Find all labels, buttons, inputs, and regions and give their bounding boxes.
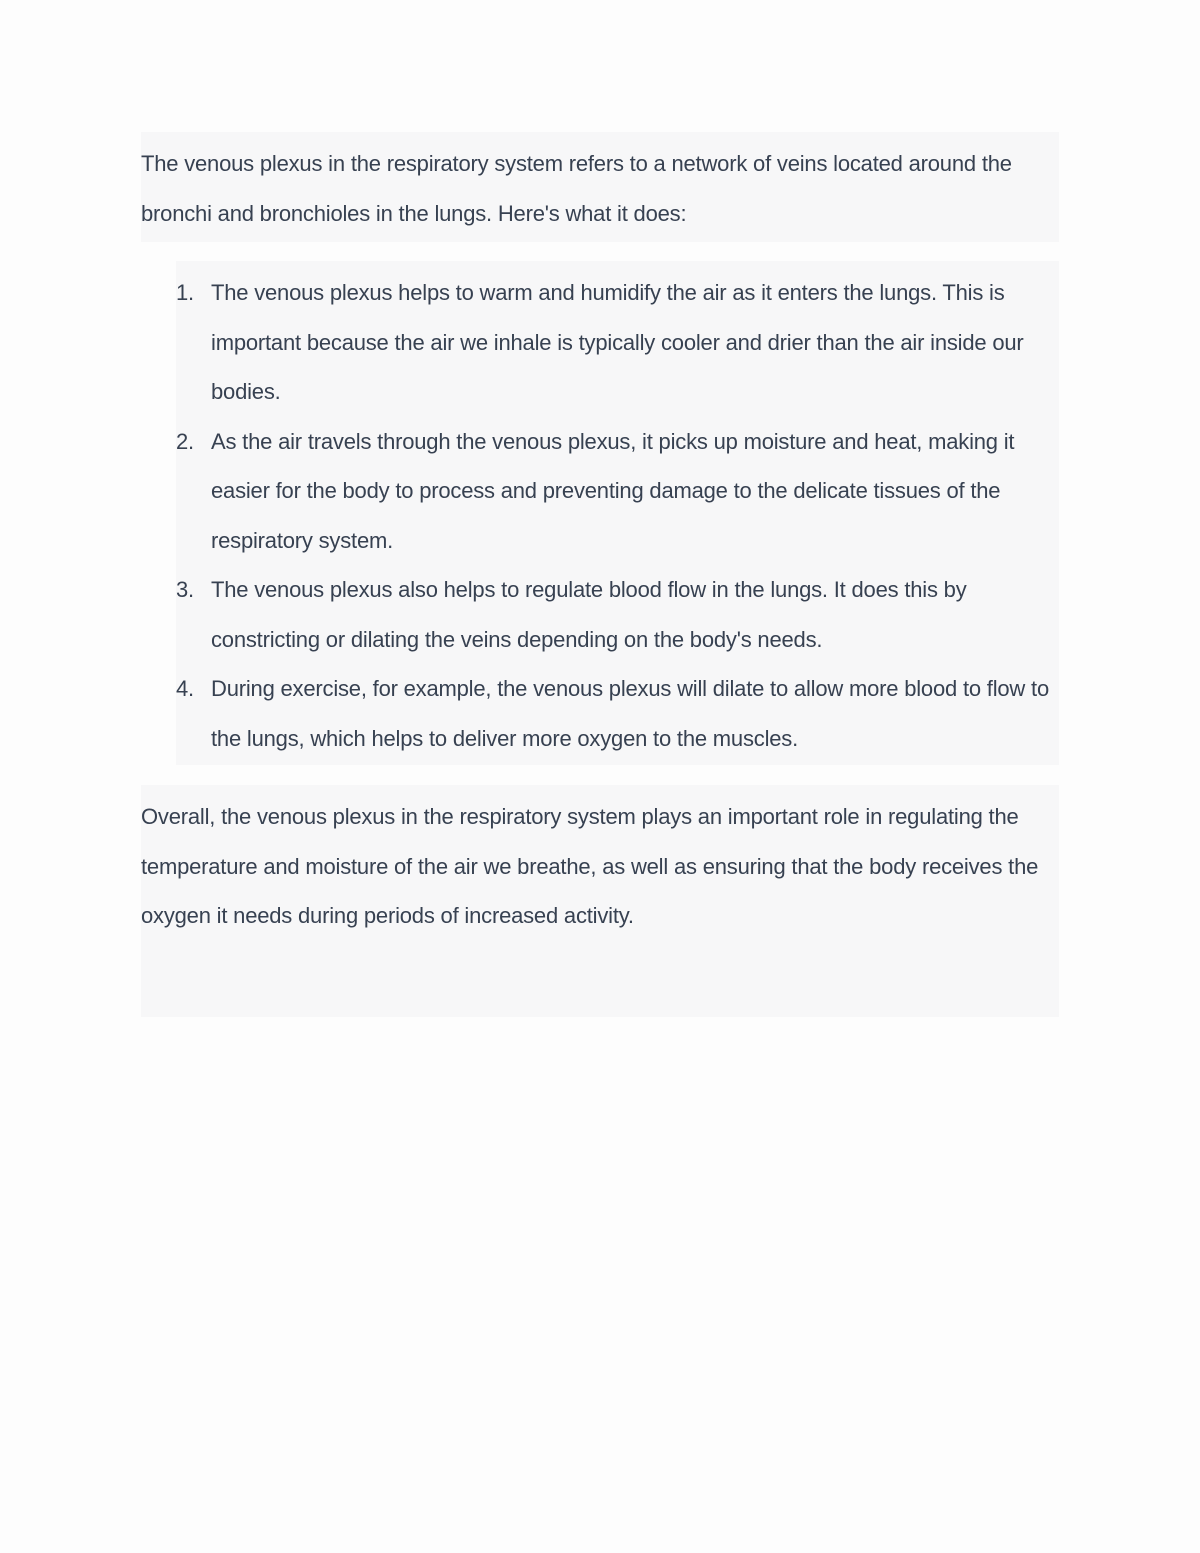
list-item-text: During exercise, for example, the venous plexus will dilate to allow more blood to flow to the lungs, which helps to deliver more oxygen to the muscles. (211, 676, 1049, 751)
steps-list (176, 268, 1059, 763)
list-item (176, 268, 1059, 417)
conclusion-paragraph: Overall, the venous plexus in the respiratory system plays an important role in regulating the temperature and moisture of the air we breathe, as well as ensuring that the body receives the oxygen it needs during periods of increased activity. (141, 804, 1039, 928)
list-item-text: The venous plexus also helps to regulate blood flow in the lungs. It does this by constricting or dilating the veins depending on the body's needs. (211, 577, 967, 652)
list-item (176, 417, 1059, 566)
list-item-number: 4. (176, 676, 194, 701)
list-item-number: 3. (176, 577, 194, 602)
steps-block (176, 261, 1059, 765)
list-item-number: 1. (176, 280, 194, 305)
list-item (176, 664, 1059, 763)
intro-paragraph: The venous plexus in the respiratory system refers to a network of veins located around the bronchi and bronchioles in the lungs. Here's what it does: (141, 151, 1012, 226)
list-item (176, 565, 1059, 664)
list-item-text: As the air travels through the venous plexus, it picks up moisture and heat, making it easier for the body to process and preventing damage to the delicate tissues of the respiratory system. (211, 428, 1015, 553)
list-item-text: The venous plexus helps to warm and humidify the air as it enters the lungs. This is important because the air we inhale is typically cooler and drier than the air inside our bodies. (211, 280, 1024, 404)
conclusion-block (141, 785, 1059, 1017)
list-item-number: 2. (176, 428, 194, 454)
intro-block (141, 132, 1059, 242)
